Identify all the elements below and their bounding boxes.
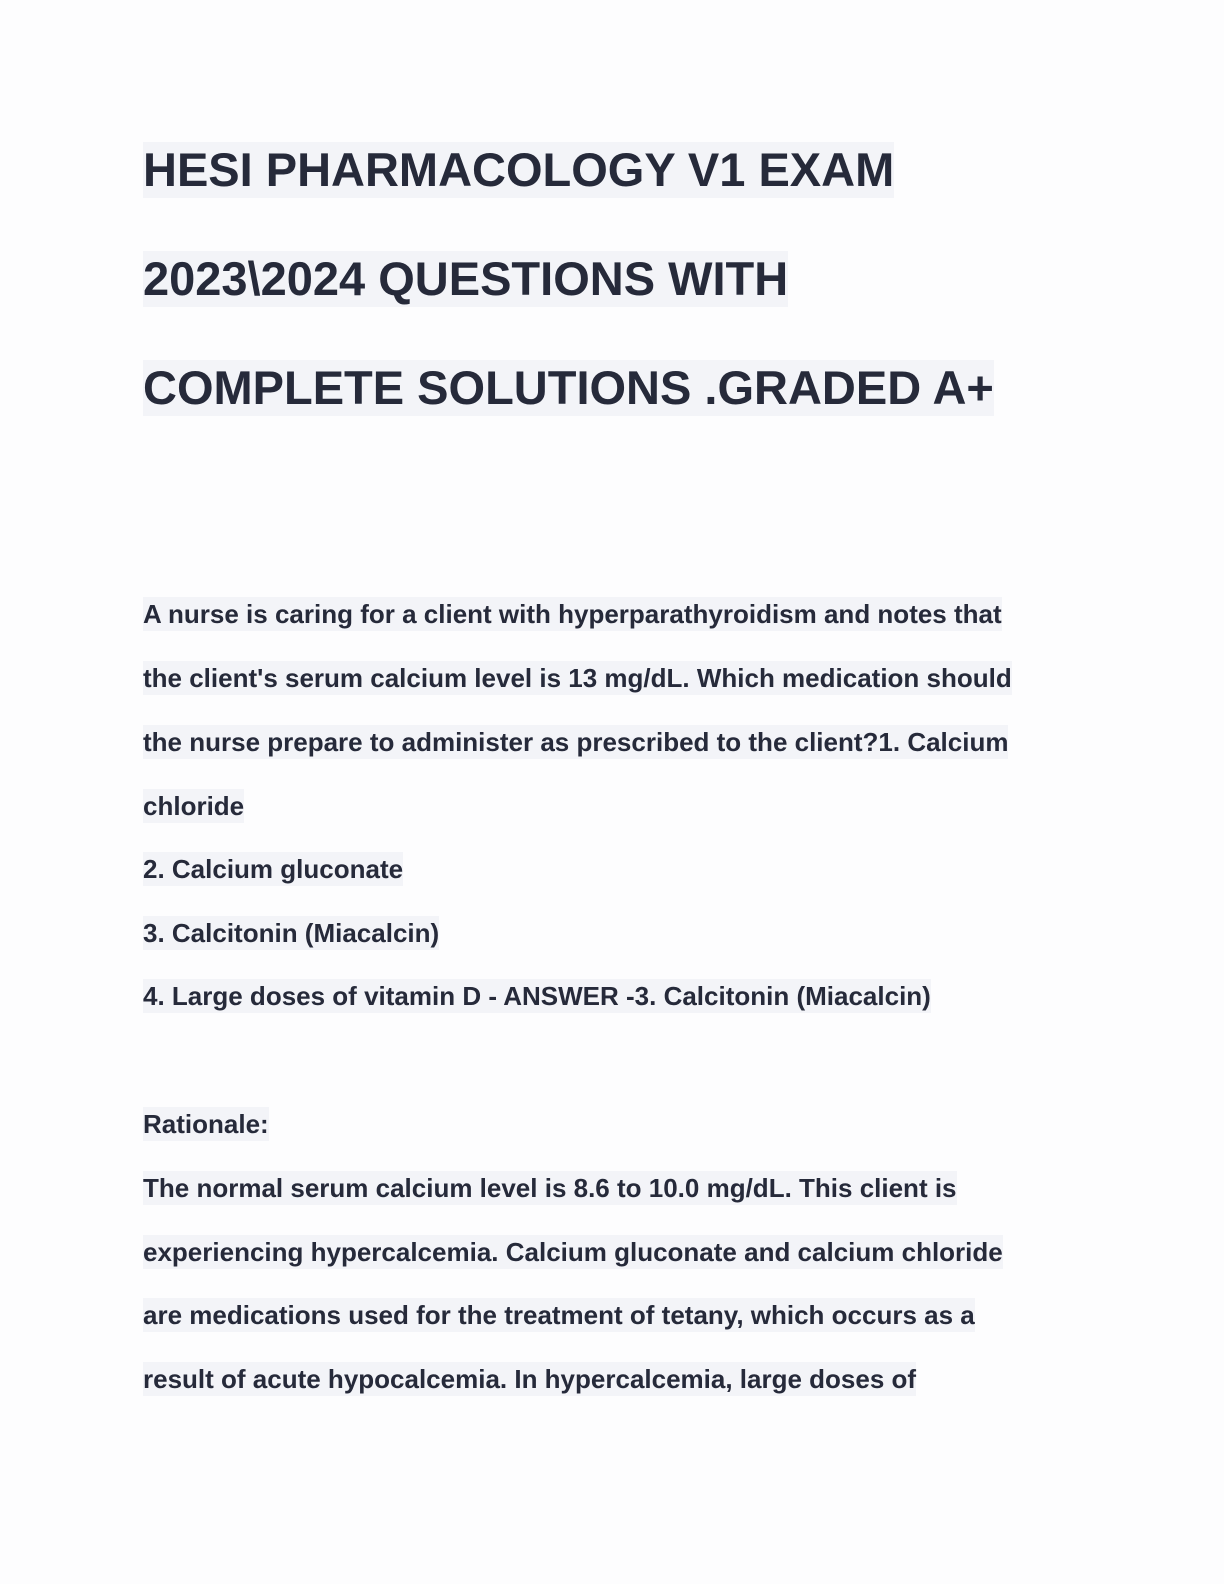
title-line-3: COMPLETE SOLUTIONS .GRADED A+ bbox=[143, 361, 994, 414]
rationale-line-3: are medications used for the treatment of tetany, which occurs as a bbox=[143, 1300, 975, 1330]
question-line-2: the client's serum calcium level is 13 mg/dL. Which medication should bbox=[143, 663, 1012, 693]
option-3: 3. Calcitonin (Miacalcin) bbox=[143, 918, 440, 948]
option-4-with-answer: 4. Large doses of vitamin D - ANSWER -3. Calcitonin (Miacalcin) bbox=[143, 981, 931, 1011]
question-line-3: the nurse prepare to administer as prescribed to the client?1. Calcium bbox=[143, 727, 1009, 757]
question-line-1: A nurse is caring for a client with hyperparathyroidism and notes that bbox=[143, 599, 1002, 629]
title-line-1: HESI PHARMACOLOGY V1 EXAM bbox=[143, 143, 895, 196]
rationale-line-4: result of acute hypocalcemia. In hypercalcemia, large doses of bbox=[143, 1364, 917, 1394]
rationale-line-1: The normal serum calcium level is 8.6 to 10.0 mg/dL. This client is bbox=[143, 1173, 957, 1203]
option-2: 2. Calcium gluconate bbox=[143, 854, 404, 884]
rationale-heading: Rationale: bbox=[143, 1109, 269, 1139]
question-line-4: chloride bbox=[143, 791, 245, 821]
title-line-2: 2023\2024 QUESTIONS WITH bbox=[143, 252, 789, 305]
rationale-line-2: experiencing hypercalcemia. Calcium gluconate and calcium chloride bbox=[143, 1237, 1003, 1267]
